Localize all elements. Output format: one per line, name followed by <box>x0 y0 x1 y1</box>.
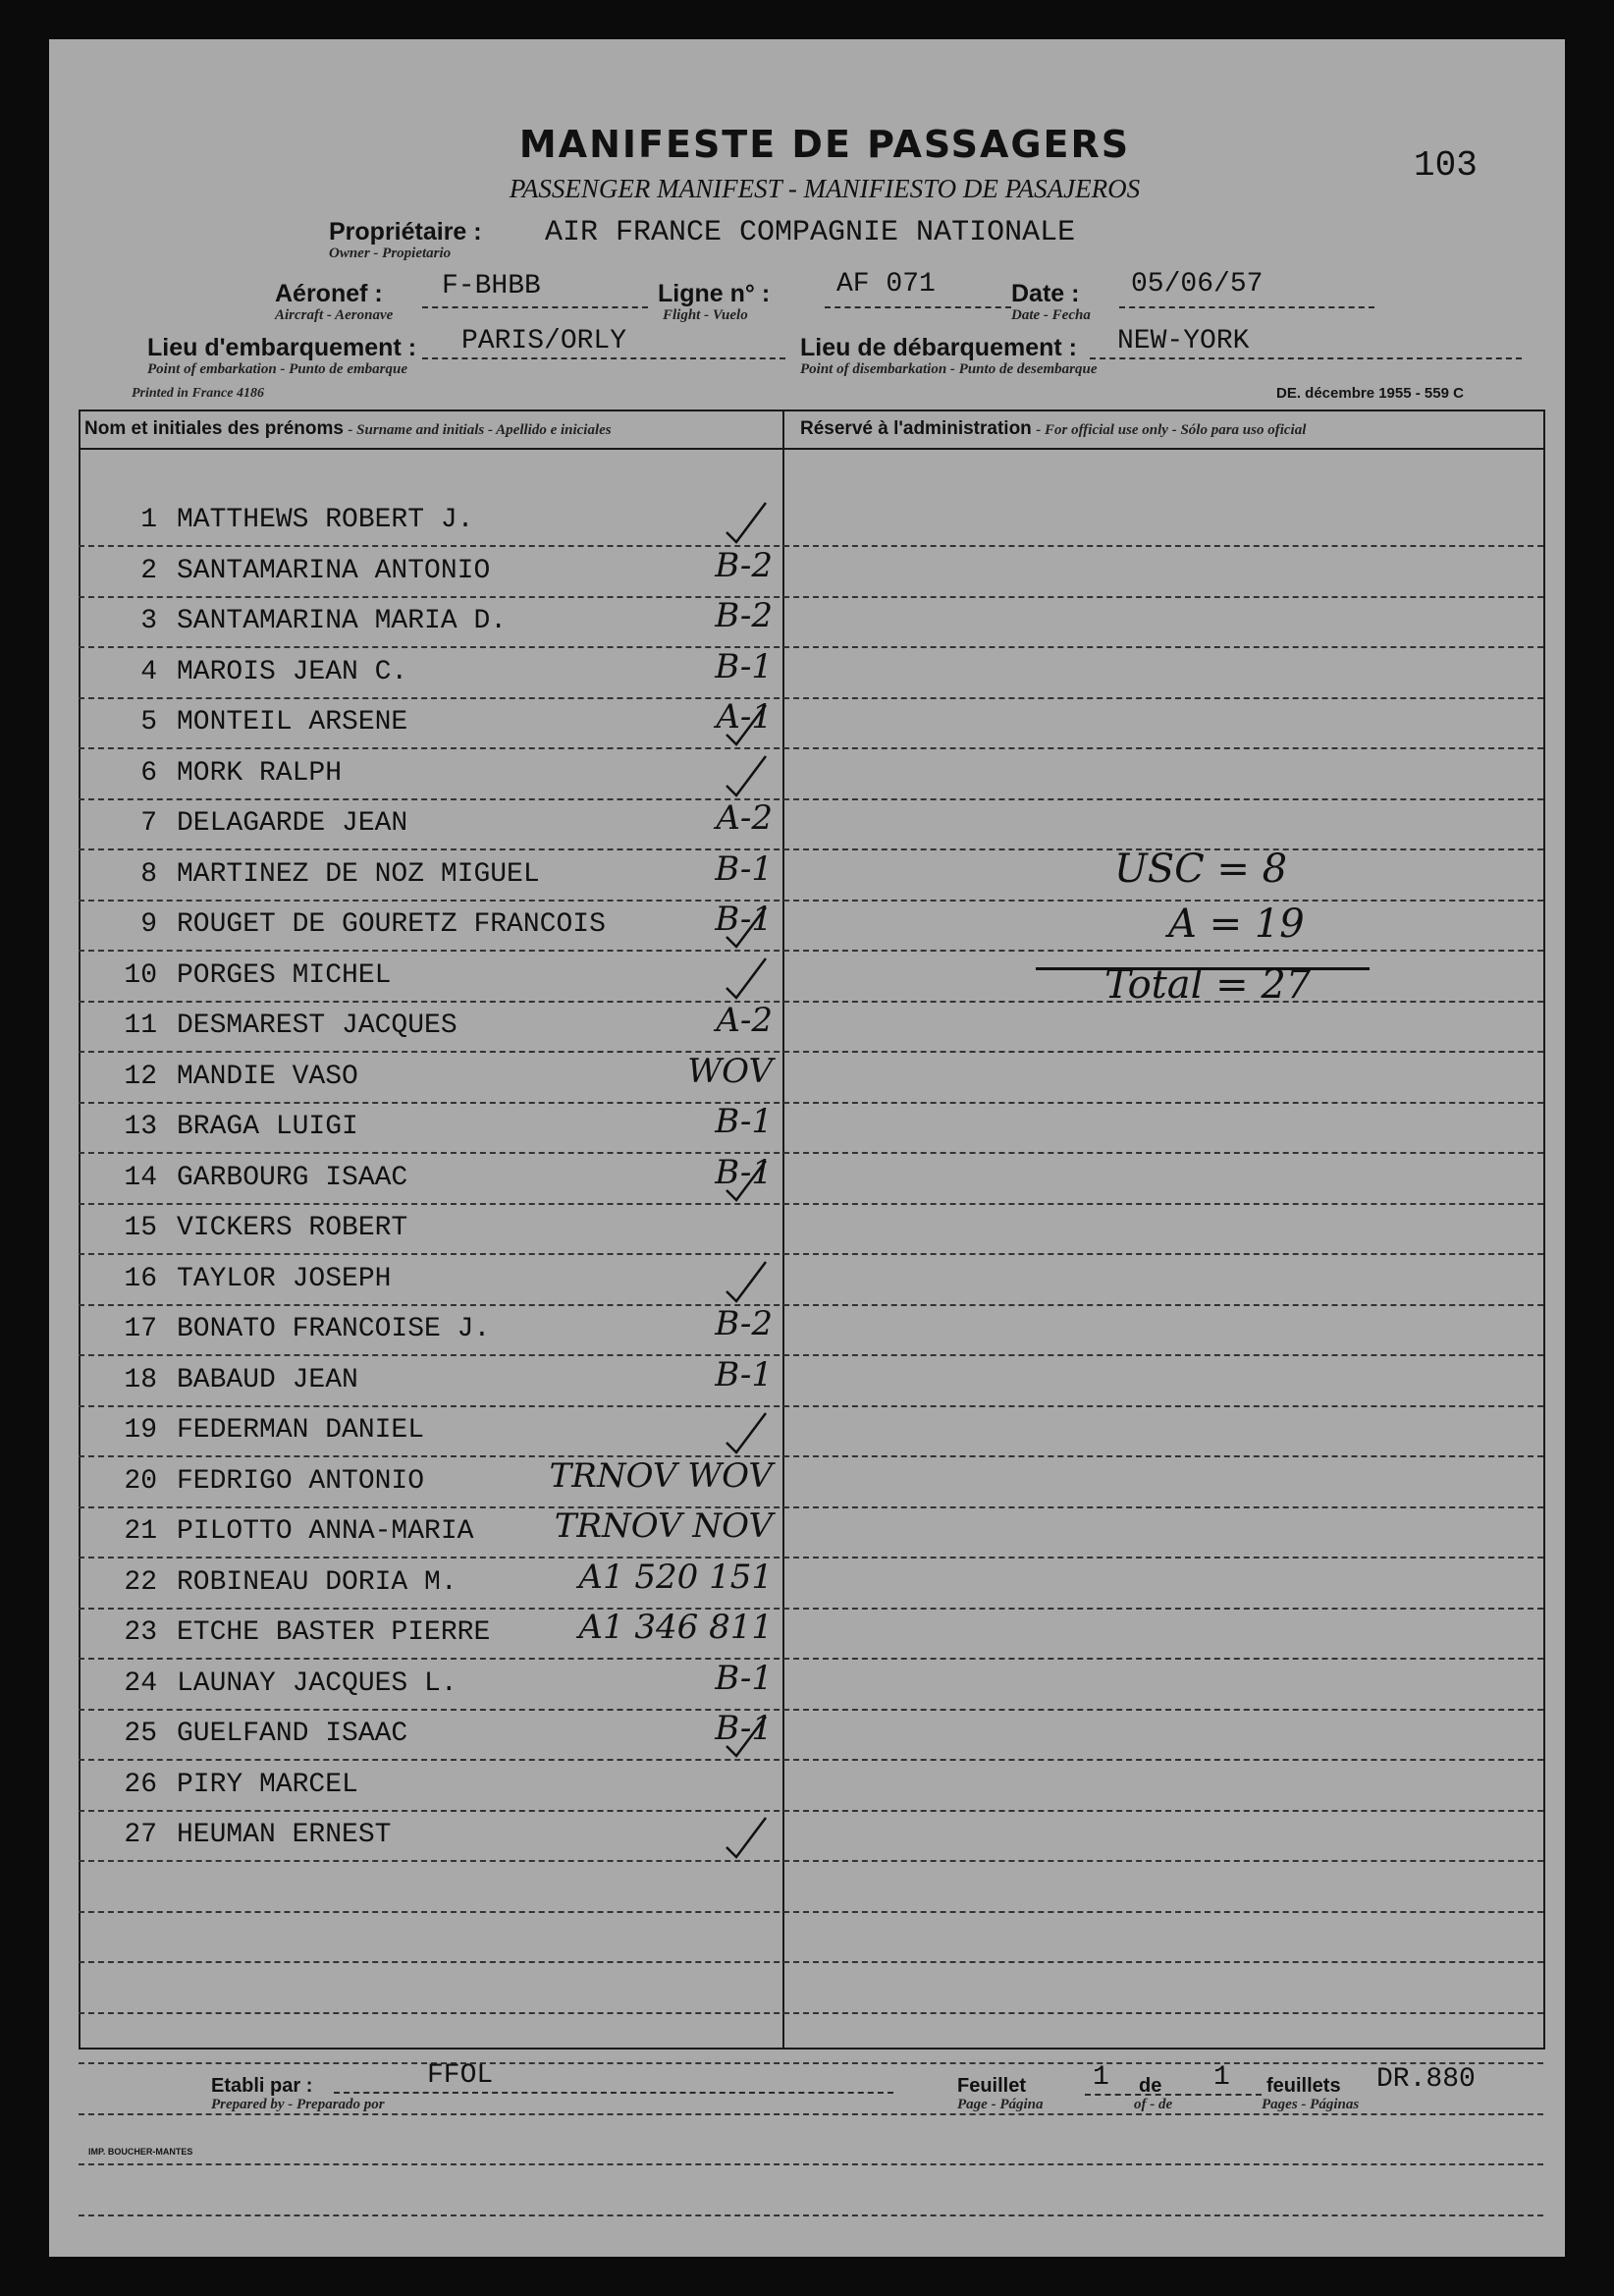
passenger-row <box>79 848 780 906</box>
tally-usc: USC = 8 <box>1114 847 1288 892</box>
date-value: 05/06/57 <box>1131 269 1264 300</box>
printed-note: Printed in France 4186 <box>132 386 264 401</box>
passenger-name: GUELFAND ISAAC <box>177 1719 408 1749</box>
column-divider <box>782 410 784 2048</box>
visa-code: TRNOV WOV <box>549 1455 773 1496</box>
passenger-number: 17 <box>124 1314 157 1344</box>
date-sublabel: Date - Fecha <box>1011 307 1091 323</box>
passenger-row <box>79 957 780 1008</box>
visa-code: B-1 <box>715 1354 773 1394</box>
total-sheets-value: 1 <box>1213 2062 1230 2093</box>
page-number: 103 <box>1414 145 1478 186</box>
passenger-row <box>79 1001 780 1058</box>
table-rule <box>79 2163 1543 2165</box>
passenger-name: MANDIE VASO <box>177 1061 358 1092</box>
passenger-row <box>79 596 780 653</box>
passenger-number: 27 <box>124 1820 157 1850</box>
owner-value: AIR FRANCE COMPAGNIE NATIONALE <box>545 216 1076 249</box>
passenger-row <box>79 1411 780 1462</box>
passenger-number: 8 <box>140 858 157 890</box>
embark-value: PARIS/ORLY <box>461 326 627 356</box>
passenger-number: 21 <box>124 1516 157 1547</box>
passenger-name: FEDRIGO ANTONIO <box>177 1465 425 1497</box>
table-rule <box>79 2012 1543 2014</box>
passenger-row <box>79 798 780 855</box>
passenger-row <box>79 1455 780 1513</box>
aircraft-value: F-BHBB <box>442 271 541 301</box>
form-code: DE. décembre 1955 - 559 C <box>1276 385 1464 402</box>
prepared-by-label: Etabli par : <box>211 2075 313 2097</box>
flight-label: Ligne n° : <box>658 280 771 307</box>
passenger-name: ROBINEAU DORIA M. <box>177 1566 457 1598</box>
passenger-row <box>79 1766 780 1817</box>
visa-code: WOV <box>687 1051 773 1091</box>
passenger-name: HEUMAN ERNEST <box>177 1820 392 1850</box>
passenger-name: DELAGARDE JEAN <box>177 808 408 839</box>
passenger-name: SANTAMARINA ANTONIO <box>177 555 491 586</box>
tally-total: Total = 27 <box>1104 962 1312 1008</box>
passenger-number: 14 <box>124 1162 157 1193</box>
check-mark-icon <box>717 1151 785 1210</box>
disembark-value: NEW-YORK <box>1117 326 1250 356</box>
passenger-row <box>79 754 780 805</box>
visa-code: A-2 <box>716 1001 773 1040</box>
visa-code: B-1 <box>715 848 773 889</box>
passenger-row <box>79 1102 780 1159</box>
passenger-name: TAYLOR JOSEPH <box>177 1263 392 1294</box>
passenger-name: PIRY MARCEL <box>177 1769 358 1800</box>
passenger-number: 5 <box>140 707 157 738</box>
passenger-name: MONTEIL ARSENE <box>177 707 408 738</box>
visa-code: B-1 <box>715 1658 773 1698</box>
passenger-row <box>79 545 780 603</box>
sheets-label: feuillets <box>1266 2075 1341 2097</box>
passenger-row <box>79 1152 780 1210</box>
passenger-name: PILOTTO ANNA-MARIA <box>177 1516 474 1547</box>
manifest-sheet <box>49 39 1565 2257</box>
visa-code: A1 346 811 <box>578 1608 773 1647</box>
owner-sublabel: Owner - Propietario <box>329 246 452 261</box>
passenger-number: 15 <box>124 1213 157 1243</box>
passenger-name: MATTHEWS ROBERT J. <box>177 505 474 535</box>
passenger-row <box>79 1816 780 1867</box>
aircraft-label: Aéronef : <box>275 280 383 307</box>
visa-code: B-2 <box>715 545 773 585</box>
passenger-name: BONATO FRANCOISE J. <box>177 1314 491 1344</box>
col-header-admin: Réservé à l'administration - For official use only - Sólo para uso oficial <box>800 418 1307 439</box>
passenger-name: DESMAREST JACQUES <box>177 1011 457 1041</box>
passenger-row <box>79 1608 780 1665</box>
passenger-number: 12 <box>124 1061 157 1092</box>
passenger-number: 3 <box>140 606 157 636</box>
check-mark-icon <box>717 949 785 1008</box>
table-rule <box>79 2214 1543 2216</box>
embark-sublabel: Point of embarkation - Punto de embarque <box>147 361 408 377</box>
visa-code: B-1 <box>715 646 773 686</box>
prepared-by-sublabel: Prepared by - Preparado por <box>211 2097 385 2112</box>
passenger-name: SANTAMARINA MARIA D. <box>177 606 508 636</box>
sheet-value: 1 <box>1093 2062 1109 2093</box>
visa-code: B-2 <box>715 1304 773 1343</box>
passenger-row <box>79 1557 780 1614</box>
passenger-number: 6 <box>140 757 157 789</box>
passenger-number: 18 <box>124 1364 157 1395</box>
passenger-row <box>79 501 780 552</box>
check-mark-icon <box>717 1403 785 1462</box>
flight-value: AF 071 <box>836 269 936 300</box>
sheet-label: Feuillet <box>957 2075 1027 2097</box>
passenger-number: 7 <box>140 808 157 839</box>
col-header-names: Nom et initiales des prénoms - Surname and initials - Apellido e iniciales <box>84 418 612 439</box>
passenger-number: 24 <box>124 1667 157 1699</box>
visa-code: B-1 <box>715 1709 773 1748</box>
passenger-number: 10 <box>124 959 157 991</box>
of-label: de <box>1139 2075 1162 2097</box>
passenger-name: VICKERS ROBERT <box>177 1213 408 1243</box>
passenger-number: 13 <box>124 1112 157 1142</box>
visa-code: B-1 <box>715 1102 773 1141</box>
sheet-sublabel: Page - Página <box>957 2097 1044 2112</box>
passenger-number: 25 <box>124 1719 157 1749</box>
passenger-number: 23 <box>124 1617 157 1648</box>
prepared-by-value: FFOL <box>427 2060 494 2091</box>
passenger-name: PORGES MICHEL <box>177 959 392 991</box>
passenger-number: 19 <box>124 1415 157 1446</box>
passenger-row <box>79 1658 780 1716</box>
passenger-row <box>79 1304 780 1361</box>
passenger-name: MORK RALPH <box>177 757 343 789</box>
document-ref: DR.880 <box>1376 2064 1476 2095</box>
of-sublabel: of - de <box>1134 2097 1173 2112</box>
passenger-name: GARBOURG ISAAC <box>177 1162 408 1193</box>
visa-code: A-2 <box>716 798 773 838</box>
passenger-number: 16 <box>124 1263 157 1294</box>
passenger-name: MAROIS JEAN C. <box>177 656 408 687</box>
visa-code: B-2 <box>715 596 773 635</box>
visa-code: A-1 <box>716 697 773 737</box>
sheets-sublabel: Pages - Páginas <box>1262 2097 1360 2112</box>
passenger-row <box>79 646 780 704</box>
disembark-label: Lieu de débarquement : <box>800 334 1077 361</box>
form-title: MANIFESTE DE PASSAGERS <box>518 123 1131 166</box>
passenger-row <box>79 1709 780 1766</box>
passenger-name: LAUNAY JACQUES L. <box>177 1667 457 1699</box>
passenger-row <box>79 900 780 957</box>
flight-sublabel: Flight - Vuelo <box>663 307 748 323</box>
visa-code: TRNOV NOV <box>554 1506 773 1546</box>
passenger-row <box>79 1051 780 1109</box>
tally-a: A = 19 <box>1168 902 1305 947</box>
passenger-row <box>79 1354 780 1412</box>
passenger-name: BABAUD JEAN <box>177 1364 358 1395</box>
visa-code: B-1 <box>715 900 773 939</box>
form-subtitle: PASSENGER MANIFEST - MANIFIESTO DE PASAJEROS <box>509 174 1141 203</box>
passenger-number: 11 <box>124 1011 157 1041</box>
passenger-name: FEDERMAN DANIEL <box>177 1415 425 1446</box>
date-label: Date : <box>1011 280 1080 307</box>
passenger-name: ETCHE BASTER PIERRE <box>177 1617 491 1648</box>
passenger-number: 26 <box>124 1769 157 1800</box>
passenger-name: BRAGA LUIGI <box>177 1112 358 1142</box>
passenger-name: ROUGET DE GOURETZ FRANCOIS <box>177 909 606 940</box>
passenger-number: 1 <box>140 505 157 535</box>
disembark-sublabel: Point of disembarkation - Punto de desembarque <box>800 361 1098 377</box>
check-mark-icon <box>717 1707 785 1766</box>
passenger-row <box>79 1209 780 1260</box>
visa-code: A1 520 151 <box>578 1557 773 1597</box>
passenger-number: 2 <box>140 555 157 586</box>
passenger-row <box>79 1260 780 1311</box>
table-rule <box>79 1961 1543 1963</box>
passenger-row <box>79 697 780 754</box>
owner-label: Propriétaire : <box>329 218 482 246</box>
embark-label: Lieu d'embarquement : <box>147 334 417 361</box>
check-mark-icon <box>717 1252 785 1311</box>
check-mark-icon <box>717 1808 785 1867</box>
passenger-number: 4 <box>140 656 157 687</box>
table-rule <box>79 2062 1543 2064</box>
passenger-name: MARTINEZ DE NOZ MIGUEL <box>177 858 540 890</box>
check-mark-icon <box>717 746 785 805</box>
check-mark-icon <box>717 493 785 552</box>
imprint-note: IMP. BOUCHER-MANTES <box>88 2147 193 2157</box>
passenger-number: 20 <box>124 1465 157 1497</box>
visa-code: B-1 <box>715 1152 773 1192</box>
passenger-number: 9 <box>140 909 157 940</box>
passenger-number: 22 <box>124 1566 157 1598</box>
table-rule <box>79 1911 1543 1913</box>
aircraft-sublabel: Aircraft - Aeronave <box>275 307 394 323</box>
passenger-row <box>79 1506 780 1563</box>
